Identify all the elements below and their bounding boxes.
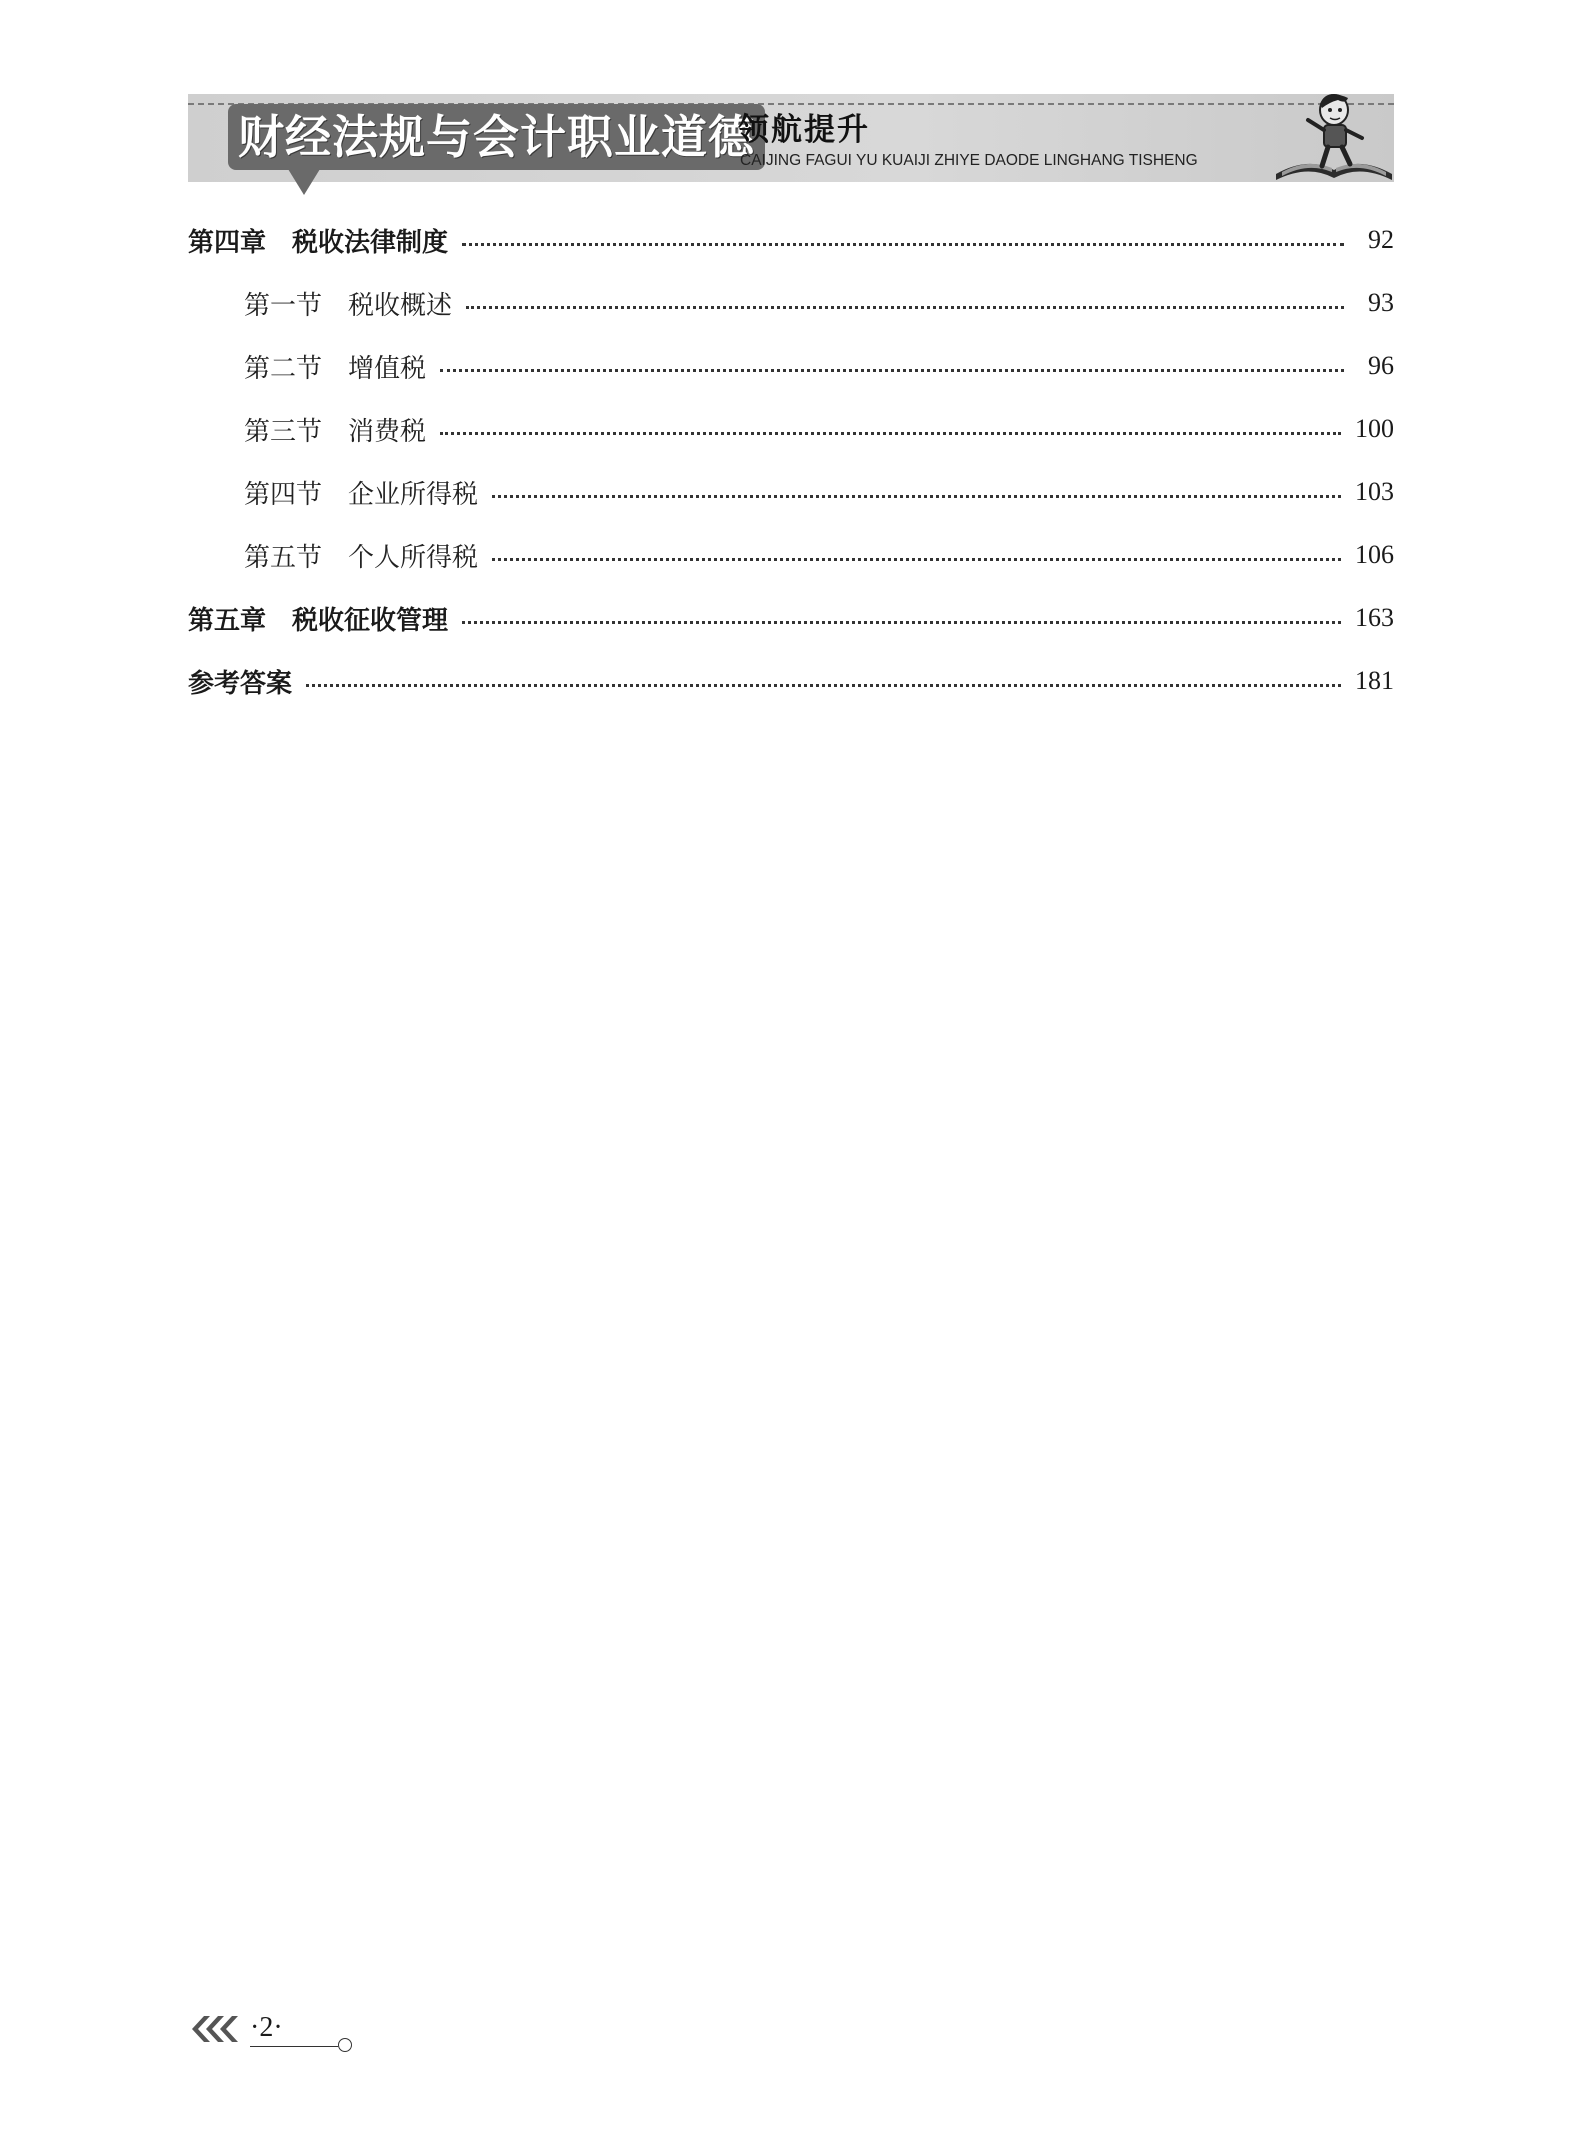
dot-leader — [462, 243, 1344, 246]
toc-section-row[interactable] — [244, 283, 1394, 323]
toc-entry-label: 第三节 — [244, 416, 323, 447]
toc-page-number: 106 — [1355, 540, 1394, 569]
dot-leader — [440, 369, 1344, 372]
book-subtitle: 领航提升 — [738, 112, 870, 148]
toc-entry-title: 个人所得税 — [348, 542, 479, 573]
toc-section-row[interactable] — [244, 535, 1394, 575]
footer-rule — [250, 2046, 338, 2047]
dot-leader — [306, 684, 1341, 687]
header-banner — [188, 94, 1394, 182]
toc-entry-label: 参考答案 — [188, 668, 293, 699]
toc-chapter-row[interactable] — [188, 598, 1394, 638]
dot-leader — [492, 495, 1341, 498]
toc-page-number: 93 — [1368, 288, 1394, 317]
toc-answers-row[interactable] — [188, 661, 1394, 701]
toc-entry-label: 第四节 — [244, 479, 323, 510]
toc-entry-title: 增值税 — [348, 353, 427, 384]
toc-entry-title: 税收概述 — [348, 290, 453, 321]
page-number: ·2· — [250, 2012, 283, 2043]
toc-section-row[interactable] — [244, 346, 1394, 386]
dot-leader — [462, 621, 1341, 624]
book-title-pinyin: CAIJING FAGUI YU KUAIJI ZHIYE DAODE LINGHANG TISHENG — [740, 152, 1198, 169]
footer-ring-ornament — [338, 2038, 352, 2052]
toc-section-row[interactable] — [244, 472, 1394, 512]
reading-boy-on-book-icon — [1268, 90, 1398, 186]
dot-leader — [492, 558, 1341, 561]
toc-entry-label: 第五节 — [244, 542, 323, 573]
toc-entry-title: 税收征收管理 — [292, 605, 449, 636]
toc-page-number: 92 — [1368, 225, 1394, 254]
dot-leader — [466, 306, 1344, 309]
toc-entry-label: 第四章 — [188, 227, 267, 258]
toc-chapter-row[interactable] — [188, 220, 1394, 260]
toc-page-number: 96 — [1368, 351, 1394, 380]
toc-page-number: 100 — [1355, 414, 1394, 443]
toc-page-number: 181 — [1355, 666, 1394, 695]
page-footer — [188, 2010, 388, 2050]
toc-entry-title: 消费税 — [348, 416, 427, 447]
toc-page-number: 103 — [1355, 477, 1394, 506]
title-pointer — [288, 169, 320, 195]
toc-page-number: 163 — [1355, 603, 1394, 632]
triple-chevron-left-icon — [188, 2014, 246, 2044]
toc-entry-title: 企业所得税 — [348, 479, 479, 510]
book-title: 财经法规与会计职业道德 — [228, 104, 765, 170]
toc-entry-label: 第二节 — [244, 353, 323, 384]
toc-section-row[interactable] — [244, 409, 1394, 449]
dot-leader — [440, 432, 1341, 435]
toc-entry-label: 第一节 — [244, 290, 323, 321]
toc-entry-label: 第五章 — [188, 605, 267, 636]
toc-entry-title: 税收法律制度 — [292, 227, 449, 258]
